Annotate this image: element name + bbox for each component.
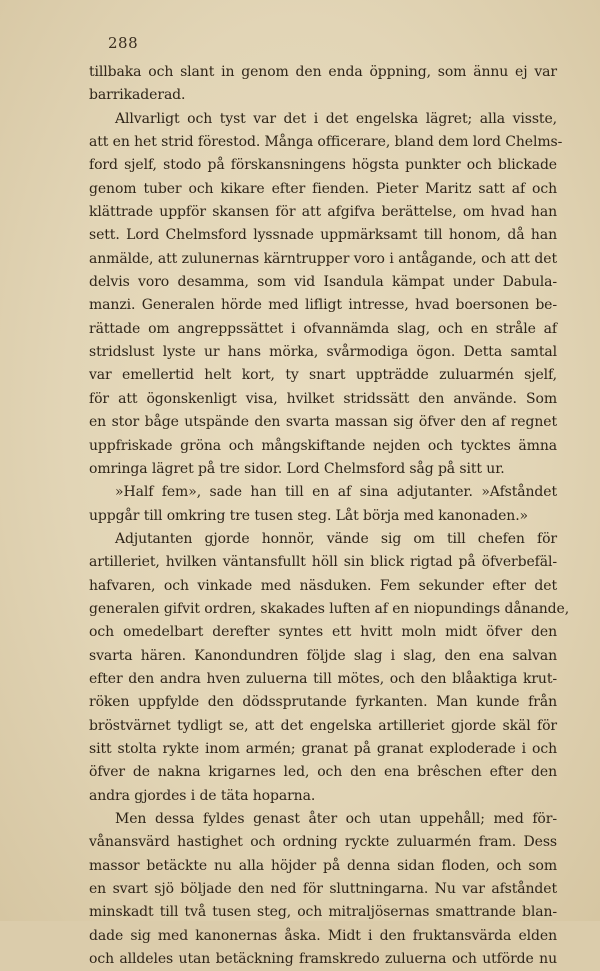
text-line: för att ögonskenligt visa, hvilket stridssätt den använde. Som xyxy=(89,390,557,407)
text-line: bröstvärnet tydligt se, att det engelska artilleriet gjorde skäl för xyxy=(89,717,557,734)
text-line: manzi. Generalen hörde med lifligt intresse, hvad boersonen be- xyxy=(89,297,557,314)
text-line: ford sjelf, stodo på förskansningens högsta punkter och blickade xyxy=(89,157,557,174)
body-text xyxy=(89,61,570,971)
text-line: hafvaren, och vinkade med näsduken. Fem sekunder efter det xyxy=(89,577,557,594)
text-line: dade sig med kanonernas åska. Midt i den fruktansvärda elden xyxy=(89,927,557,944)
page-number: 288 xyxy=(108,34,139,52)
text-line: Allvarligt och tyst var det i det engelska lägret; alla visste, xyxy=(115,110,557,127)
text-line: sett. Lord Chelmsford lyssnade uppmärksamt till honom, då han xyxy=(89,227,557,244)
text-line: barrikaderad. xyxy=(89,87,186,104)
text-line: efter den andra hven zuluerna till mötes, och den blåaktiga krut- xyxy=(89,670,557,687)
text-line: svarta hären. Kanondundren följde slag i slag, den ena salvan xyxy=(89,647,557,664)
text-line: klättrade uppför skansen för att afgifva berättelse, om hvad han xyxy=(89,204,557,221)
text-line: Men dessa fyldes genast åter och utan uppehåll; med för- xyxy=(115,811,557,827)
text-line: en stor båge utspände den svarta massan sig öfver den af regnet xyxy=(89,414,557,431)
text-line: och omedelbart derefter syntes ett hvitt moln midt öfver den xyxy=(89,624,557,641)
text-line: Adjutanten gjorde honnör, vände sig om till chefen för xyxy=(115,530,557,547)
text-line: rättade om angreppssättet i ofvannämda slag, och en stråle af xyxy=(89,320,557,337)
text-line: massor betäckte nu alla höjder på denna sidan floden, och som xyxy=(89,857,557,874)
text-line: minskadt till två tusen steg, och mitraljösernas smattrande blan- xyxy=(89,904,557,921)
text-line: andra gjordes i de täta hoparna. xyxy=(89,787,316,804)
text-line: tillbaka och slant in genom den enda öppning, som ännu ej var xyxy=(89,64,557,80)
text-line: uppgår till omkring tre tusen steg. Låt börja med kanonaden.» xyxy=(89,507,529,524)
text-line: sitt stolta rykte inom armén; granat på granat exploderade i och xyxy=(89,740,557,757)
text-line: röken uppfylde den dödssprutande fyrkanten. Man kunde från xyxy=(89,694,557,711)
text-line: genom tuber och kikare efter fienden. Pieter Maritz satt af och xyxy=(89,180,557,197)
text-line: delvis voro desamma, som vid Isandula kämpat under Dabula- xyxy=(89,274,557,291)
text-line: vånansvärd hastighet och ordning ryckte zuluarmén fram. Dess xyxy=(89,834,557,851)
text-line: stridslust lyste ur hans mörka, svårmodiga ögon. Detta samtal xyxy=(89,344,557,361)
text-line: öfver de nakna krigarnes led, och den ena brêschen efter den xyxy=(89,764,557,781)
text-line: generalen gifvit ordren, skakades luften af en niopundings dånande, xyxy=(89,600,570,617)
text-line: att en het strid förestod. Många officerare, bland dem lord Chelms- xyxy=(89,134,563,151)
text-line: artilleriet, hvilken väntansfullt höll sin blick rigtad på öfverbefäl- xyxy=(89,554,557,571)
text-line: och alldeles utan betäckning framskredo zuluerna och utförde nu xyxy=(89,951,557,968)
text-line: omringa lägret på tre sidor. Lord Chelmsford såg på sitt ur. xyxy=(89,460,505,477)
text-line: var emellertid helt kort, ty snart uppträdde zuluarmén sjelf, xyxy=(89,367,557,384)
text-line: anmälde, att zulunernas kärntrupper voro i antågande, och att det xyxy=(89,250,557,267)
text-line: uppfriskade gröna och mångskiftande nejden och tycktes ämna xyxy=(89,437,557,454)
text-line: »Half fem», sade han till en af sina adjutanter. »Afståndet xyxy=(115,484,557,501)
text-line: en svart sjö böljade den ned för sluttningarna. Nu var afståndet xyxy=(89,881,557,898)
